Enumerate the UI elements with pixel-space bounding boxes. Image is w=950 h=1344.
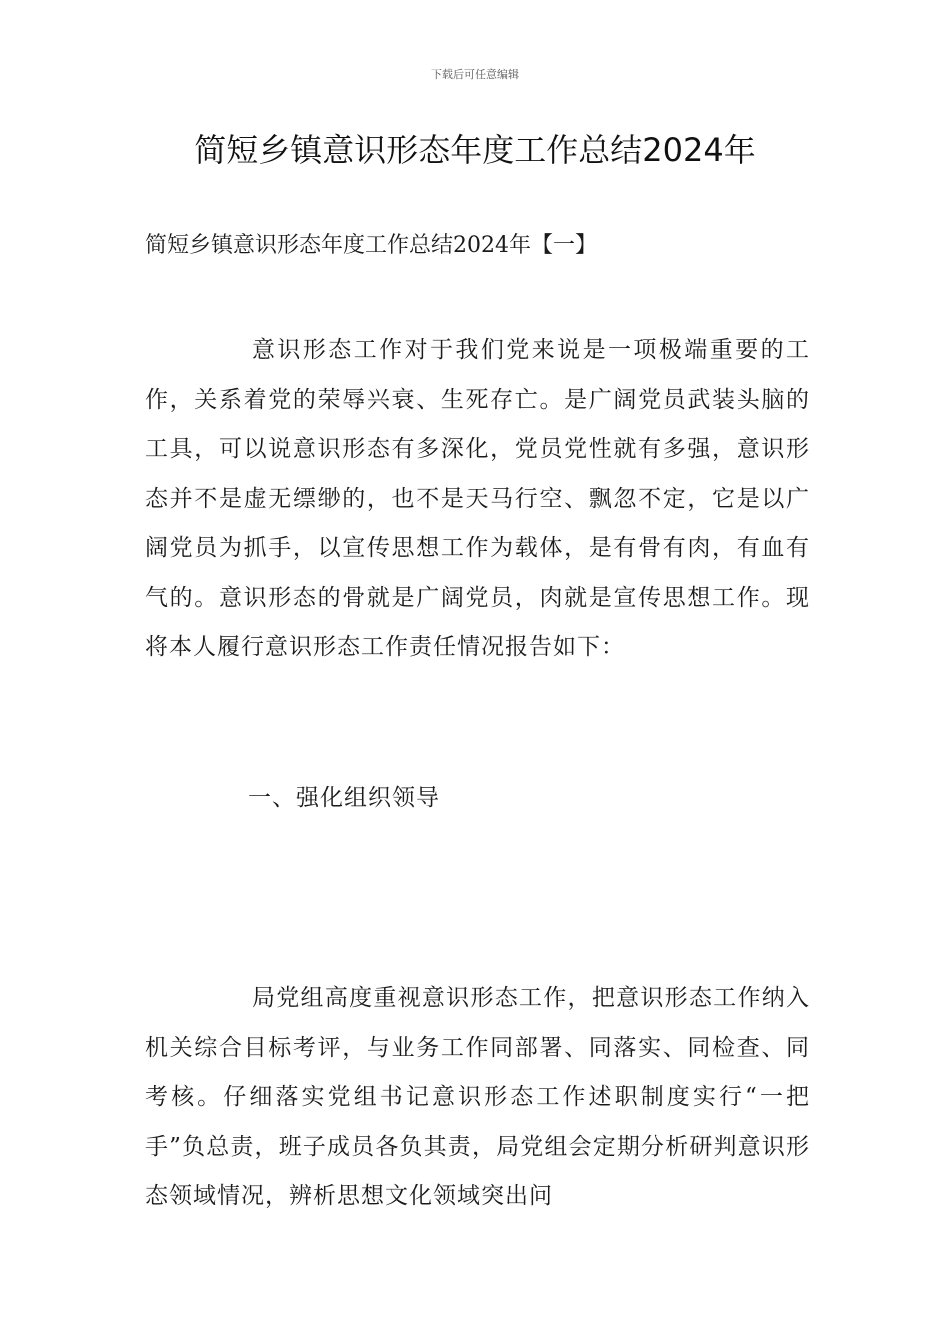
body-paragraph: 意识形态工作对于我们党来说是一项极端重要的工作，关系着党的荣辱兴衰、生死存亡。是广阔党员武装头脑的工具，可以说意识形态有多深化，党员党性就有多强，意识形态并不是虚无缥缈的，也不是天马行空、飘忽不定，它是以广阔党员为抓手，以宣传思想工作为载体，是有骨有肉，有血有气的。意识形态的骨就是广阔党员，肉就是宣传思想工作。现将本人履行意识形态工作责任情况报告如下： [145, 337, 810, 660]
section-heading: 一、强化组织领导 [248, 785, 440, 811]
document-subtitle: 简短乡镇意识形态年度工作总结2024年【一】 [145, 233, 597, 258]
header-note: 下载后可任意编辑 [431, 68, 519, 81]
document-title: 简短乡镇意识形态年度工作总结2024年 [194, 131, 756, 169]
body-paragraph: 局党组高度重视意识形态工作，把意识形态工作纳入机关综合目标考评，与业务工作同部署、同落实、同检查、同考核。仔细落实党组书记意识形态工作述职制度实行“一把手”负总责，班子成员各负其责，局党组会定期分析研判意识形态领域情况，辨析思想文化领域突出问 [145, 985, 810, 1209]
